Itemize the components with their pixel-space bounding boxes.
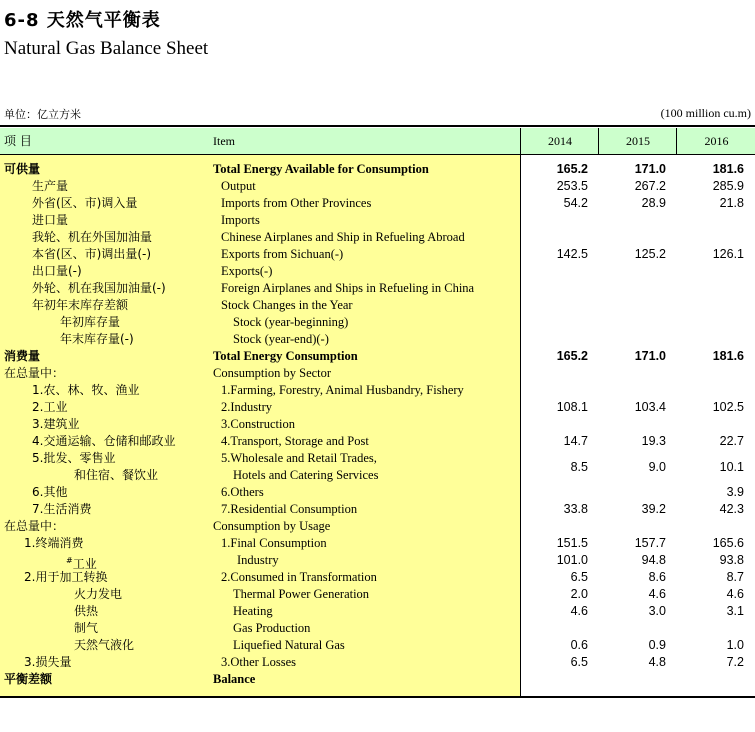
table-bottom-rule xyxy=(0,696,755,698)
table-row xyxy=(0,501,755,518)
value-2014: 253.5 xyxy=(556,179,588,193)
page-title-en: Natural Gas Balance Sheet xyxy=(4,38,209,59)
value-2014: 165.2 xyxy=(556,162,588,176)
row-label-en: 4.Transport, Storage and Post xyxy=(221,434,369,448)
row-label-cn xyxy=(74,467,158,484)
row-label-en: Imports xyxy=(221,213,260,227)
value-2016: 285.9 xyxy=(712,179,744,193)
table-row xyxy=(0,671,755,688)
value-2014: 108.1 xyxy=(556,400,588,414)
value-2015: 171.0 xyxy=(634,162,666,176)
value-2015: 94.8 xyxy=(641,553,666,567)
row-label-en: Industry xyxy=(237,553,279,567)
row-label-cn-text: 本省(区、市)调出量(-) xyxy=(32,247,152,261)
table-row xyxy=(0,637,755,654)
row-label-cn-text: 年初年末库存差额 xyxy=(32,298,129,312)
value-2015: 39.2 xyxy=(641,502,666,516)
row-label-cn-text: 3.建筑业 xyxy=(32,417,80,431)
row-label-en: Stock (year-beginning) xyxy=(233,315,349,329)
value-2015: 4.6 xyxy=(648,587,666,601)
value-2014: 6.5 xyxy=(570,655,588,669)
row-label-en: Total Energy Consumption xyxy=(213,349,358,363)
row-label-cn xyxy=(32,246,151,263)
table-header xyxy=(0,128,755,155)
row-label-cn-text: 6.其他 xyxy=(32,485,68,499)
table-row xyxy=(0,450,755,474)
row-label-cn xyxy=(32,450,115,467)
table-row xyxy=(0,178,755,195)
value-2015: 103.4 xyxy=(634,400,666,414)
row-label-cn-text: 4.交通运输、仓储和邮政业 xyxy=(32,434,176,448)
row-label-cn xyxy=(4,348,40,365)
value-2014: 6.5 xyxy=(570,570,588,584)
value-2016: 4.6 xyxy=(726,587,744,601)
value-2016: 102.5 xyxy=(712,400,744,414)
value-2016: 93.8 xyxy=(719,553,744,567)
value-2014: 8.5 xyxy=(570,460,588,474)
row-label-en: Balance xyxy=(213,672,256,686)
header-year-2016: 2016 xyxy=(676,128,755,154)
row-label-cn xyxy=(74,603,98,620)
row-label-cn-text: 平衡差额 xyxy=(4,672,53,686)
row-label-en: Total Energy Available for Consumption xyxy=(213,162,429,176)
row-label-en: Consumption by Usage xyxy=(213,519,331,533)
row-label-cn-text: 出口量(-) xyxy=(32,264,82,278)
table-row xyxy=(0,229,755,246)
table-body xyxy=(0,161,755,688)
row-label-en: 6.Others xyxy=(221,485,264,499)
table-row xyxy=(0,348,755,365)
row-label-en: 1.Farming, Forestry, Animal Husbandry, Fishery xyxy=(221,383,464,397)
value-2014: 4.6 xyxy=(570,604,588,618)
row-label-cn-text: 外轮、机在我国加油量(-) xyxy=(32,281,166,295)
row-label-en: Liquefied Natural Gas xyxy=(233,638,345,652)
header-year-2015: 2015 xyxy=(598,128,677,154)
row-label-cn-text: 在总量中： xyxy=(4,366,65,380)
row-label-cn xyxy=(32,382,139,399)
table-row xyxy=(0,382,755,399)
table-row xyxy=(0,654,755,671)
header-item-en: Item xyxy=(213,134,235,148)
value-2015: 8.6 xyxy=(648,570,666,584)
value-2016: 181.6 xyxy=(712,162,744,176)
footnote-mark: # xyxy=(66,556,73,565)
table-row xyxy=(0,280,755,297)
row-label-en: Gas Production xyxy=(233,621,311,635)
value-2015: 125.2 xyxy=(634,247,666,261)
page-title-cn: 6-8 天然气平衡表 xyxy=(4,10,161,31)
value-2016: 3.1 xyxy=(726,604,744,618)
value-2015: 4.8 xyxy=(648,655,666,669)
table-row xyxy=(0,586,755,603)
row-label-en: Hotels and Catering Services xyxy=(233,468,379,482)
table-row xyxy=(0,314,755,331)
row-label-cn xyxy=(24,654,71,671)
value-2014: 165.2 xyxy=(556,349,588,363)
value-2014: 14.7 xyxy=(563,434,588,448)
row-label-cn xyxy=(60,331,134,348)
row-label-cn-text: 火力发电 xyxy=(74,587,123,601)
row-label-cn-text: 工业 xyxy=(72,557,97,571)
row-label-cn xyxy=(4,161,40,178)
table-row xyxy=(0,552,755,569)
row-label-cn xyxy=(32,399,67,416)
row-label-en: Stock (year-end)(-) xyxy=(233,332,329,346)
table-row xyxy=(0,416,755,433)
value-2014: 33.8 xyxy=(563,502,588,516)
header-year-2014: 2014 xyxy=(520,128,599,154)
header-item-cn: 项 目 xyxy=(4,134,32,148)
row-label-cn xyxy=(32,433,175,450)
row-label-en: Foreign Airplanes and Ships in Refueling in China xyxy=(221,281,475,295)
value-2016: 3.9 xyxy=(726,485,744,499)
row-label-cn xyxy=(32,416,79,433)
row-label-cn xyxy=(4,365,64,382)
row-label-en: 2.Consumed in Transformation xyxy=(221,570,377,584)
value-2015: 267.2 xyxy=(634,179,666,193)
row-label-en: 7.Residential Consumption xyxy=(221,502,358,516)
row-label-cn-text: 和住宿、餐饮业 xyxy=(74,468,159,482)
row-label-cn xyxy=(32,212,68,229)
row-label-cn-text: 5.批发、零售业 xyxy=(32,451,116,465)
row-label-cn-text: 进口量 xyxy=(32,213,69,227)
value-2016: 21.8 xyxy=(719,196,744,210)
value-2016: 22.7 xyxy=(719,434,744,448)
value-2015: 171.0 xyxy=(634,349,666,363)
row-label-cn xyxy=(32,501,91,518)
row-label-en: Chinese Airplanes and Ship in Refueling Abroad xyxy=(221,230,465,244)
row-label-cn-text: 供热 xyxy=(74,604,99,618)
unit-label-en: (100 million cu.m) xyxy=(660,106,751,120)
table-row xyxy=(0,263,755,280)
row-label-en: Consumption by Sector xyxy=(213,366,332,380)
value-2014: 142.5 xyxy=(556,247,588,261)
row-label-cn-text: 年初库存量 xyxy=(60,315,121,329)
table-row xyxy=(0,535,755,552)
row-label-cn xyxy=(24,535,83,552)
row-label-en: 3.Construction xyxy=(221,417,295,431)
value-2016: 181.6 xyxy=(712,349,744,363)
row-label-cn-text: 3.损失量 xyxy=(24,655,72,669)
row-label-cn-text: 外省(区、市)调入量 xyxy=(32,196,138,210)
table-row xyxy=(0,331,755,348)
row-label-cn-text: 1.农、林、牧、渔业 xyxy=(32,383,140,397)
table-row xyxy=(0,212,755,229)
row-label-cn-text: 可供量 xyxy=(4,162,41,176)
row-label-cn-text: 1.终端消费 xyxy=(24,536,84,550)
row-label-en: 2.Industry xyxy=(221,400,273,414)
table-row xyxy=(0,467,755,484)
row-label-en: 3.Other Losses xyxy=(221,655,296,669)
table-row xyxy=(0,297,755,314)
row-label-cn-text: 天然气液化 xyxy=(74,638,135,652)
unit-label-cn: 单位：亿立方米 xyxy=(4,108,81,121)
row-label-cn xyxy=(32,178,68,195)
row-label-en: Thermal Power Generation xyxy=(233,587,370,601)
value-2014: 151.5 xyxy=(556,536,588,550)
value-2015: 3.0 xyxy=(648,604,666,618)
value-2015: 19.3 xyxy=(641,434,666,448)
row-label-cn xyxy=(32,280,166,297)
row-label-en: Output xyxy=(221,179,256,193)
row-label-en: Imports from Other Provinces xyxy=(221,196,372,210)
row-label-cn xyxy=(74,620,98,637)
value-2016: 1.0 xyxy=(726,638,744,652)
table-row xyxy=(0,569,755,586)
row-label-cn xyxy=(74,586,122,603)
row-label-cn-text: 2.用于加工转换 xyxy=(24,570,108,584)
table-row xyxy=(0,484,755,501)
row-label-cn-text: 在总量中： xyxy=(4,519,65,533)
row-label-cn xyxy=(4,671,52,688)
row-label-cn-text: 生产量 xyxy=(32,179,69,193)
row-label-cn xyxy=(4,518,64,535)
table-top-rule xyxy=(0,125,755,127)
table-row xyxy=(0,433,755,450)
row-label-en: Heating xyxy=(233,604,273,618)
row-label-cn xyxy=(32,297,128,314)
row-label-cn-text: 2.工业 xyxy=(32,400,68,414)
value-2016: 8.7 xyxy=(726,570,744,584)
value-2016: 7.2 xyxy=(726,655,744,669)
row-label-en: 1.Final Consumption xyxy=(221,536,327,550)
value-2014: 0.6 xyxy=(570,638,588,652)
table-row xyxy=(0,246,755,263)
row-label-cn xyxy=(32,229,152,246)
table-row xyxy=(0,195,755,212)
row-label-cn xyxy=(74,637,134,654)
value-2015: 9.0 xyxy=(648,460,666,474)
value-2015: 28.9 xyxy=(641,196,666,210)
row-label-cn xyxy=(32,484,67,501)
row-label-en: 5.Wholesale and Retail Trades, xyxy=(221,451,377,465)
table-row xyxy=(0,365,755,382)
row-label-en: Exports from Sichuan(-) xyxy=(221,247,344,261)
value-2014: 2.0 xyxy=(570,587,588,601)
row-label-cn-text: 制气 xyxy=(74,621,99,635)
row-label-en: Stock Changes in the Year xyxy=(221,298,353,312)
value-2016: 42.3 xyxy=(719,502,744,516)
table-row xyxy=(0,161,755,178)
value-2016: 10.1 xyxy=(719,460,744,474)
row-label-cn-text: 7.生活消费 xyxy=(32,502,92,516)
value-2014: 101.0 xyxy=(556,553,588,567)
row-label-cn xyxy=(32,263,82,280)
row-label-cn-text: 我轮、机在外国加油量 xyxy=(32,230,153,244)
row-label-en: Exports(-) xyxy=(221,264,273,278)
row-label-cn xyxy=(24,569,107,586)
table-row xyxy=(0,620,755,637)
value-2015: 0.9 xyxy=(648,638,666,652)
value-2016: 126.1 xyxy=(712,247,744,261)
row-label-cn xyxy=(32,195,137,212)
value-2015: 157.7 xyxy=(634,536,666,550)
table-row xyxy=(0,518,755,535)
value-2016: 165.6 xyxy=(712,536,744,550)
row-label-cn-text: 消费量 xyxy=(4,349,41,363)
row-label-cn-text: 年末库存量(-) xyxy=(60,332,134,346)
value-2014: 54.2 xyxy=(563,196,588,210)
row-label-cn xyxy=(60,314,120,331)
table-row xyxy=(0,603,755,620)
table-row xyxy=(0,399,755,416)
